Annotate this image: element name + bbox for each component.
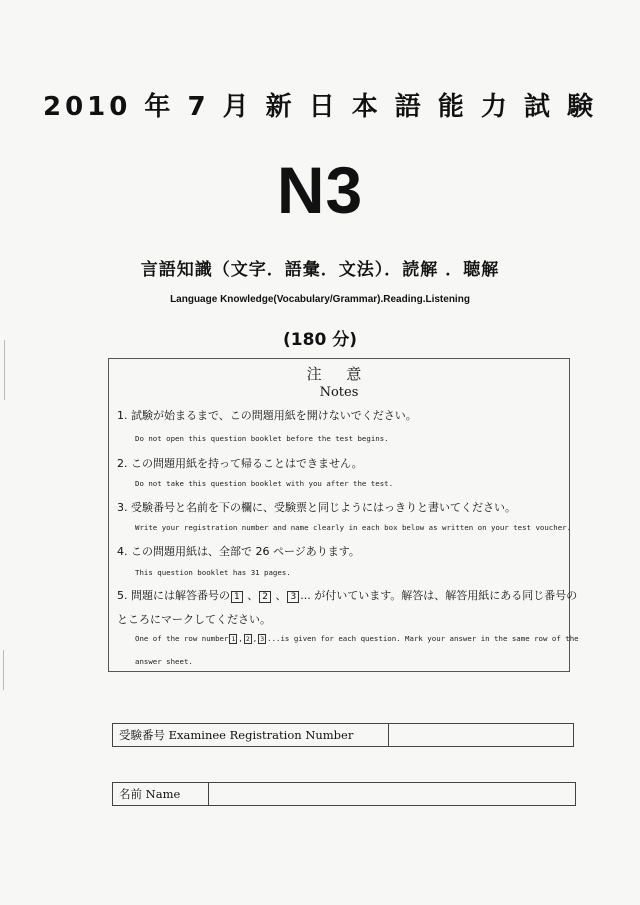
answer-number-box-2: 2: [259, 591, 271, 603]
note-5-prefix: 5. 問題には解答番号の: [117, 589, 230, 602]
notes-subheading: Notes: [319, 385, 359, 400]
note-5-suffix: ... が付いています。解答は、解答用紙にある同じ番号の: [300, 589, 578, 602]
note-1-ja: 1. 試験が始まるまで、この問題用紙を開けないでください。: [117, 409, 417, 422]
scan-edge-mark: [4, 340, 5, 400]
exam-level: N3: [276, 153, 364, 227]
note-2-en: Do not take this question booklet with you after the test.: [135, 479, 394, 488]
answer-number-box-3-small: 3: [260, 635, 265, 643]
answer-number-box-3: 3: [287, 591, 299, 603]
note-1-en: Do not open this question booklet before the test begins.: [135, 434, 389, 443]
answer-number-box-1: 1: [231, 591, 243, 603]
note-5-en-line2: answer sheet.: [135, 657, 193, 666]
registration-label: 受験番号 Examinee Registration Number: [113, 724, 389, 746]
note-5-sep2: 、: [275, 589, 287, 602]
note-5-ja: [117, 587, 577, 603]
notes-box: [108, 358, 579, 672]
note-4-en: This question booklet has 31 pages.: [135, 568, 291, 577]
name-field[interactable]: [209, 783, 575, 805]
note-5-en-suffix: ...is given for each question. Mark your answer in the same row of the: [267, 634, 579, 643]
note-3-en: Write your registration number and name clearly in each box below as written on your test voucher.: [135, 523, 572, 532]
answer-number-box-2-small: 2: [245, 635, 250, 643]
notes-heading: 注 意: [306, 365, 372, 383]
note-2-ja: 2. この問題用紙を持って帰ることはできません。: [117, 457, 363, 470]
note-5-sep1: 、: [247, 589, 259, 602]
sections-english: Language Knowledge(Vocabulary/Grammar).Reading.Listening: [170, 294, 470, 305]
exam-title: 2010 年 7 月 新 日 本 語 能 力 試 験: [42, 92, 598, 122]
exam-duration: (180 分): [283, 330, 357, 350]
note-5-en: One of the row number 1 , 2 , 3 ...is given for each question. Mark your answer in the same row of the: [135, 634, 579, 643]
note-5-ja-line2: ところにマークしてください。: [117, 613, 271, 626]
answer-number-box-1-small: 1: [231, 635, 236, 643]
registration-row: [112, 723, 574, 747]
note-3-ja: 3. 受験番号と名前を下の欄に、受験票と同じようにはっきりと書いてください。: [117, 501, 516, 514]
scan-edge-mark: [3, 650, 4, 690]
registration-number-field[interactable]: [389, 724, 573, 746]
note-4-ja: 4. この問題用紙は、全部で 26 ページあります。: [117, 545, 360, 558]
sections-japanese: 言語知識（文字．語彙．文法）．読解 ．聴解: [140, 260, 500, 280]
note-5-en-prefix: One of the row number: [135, 634, 229, 643]
name-row: [112, 782, 576, 806]
name-label: 名前 Name: [113, 783, 209, 805]
